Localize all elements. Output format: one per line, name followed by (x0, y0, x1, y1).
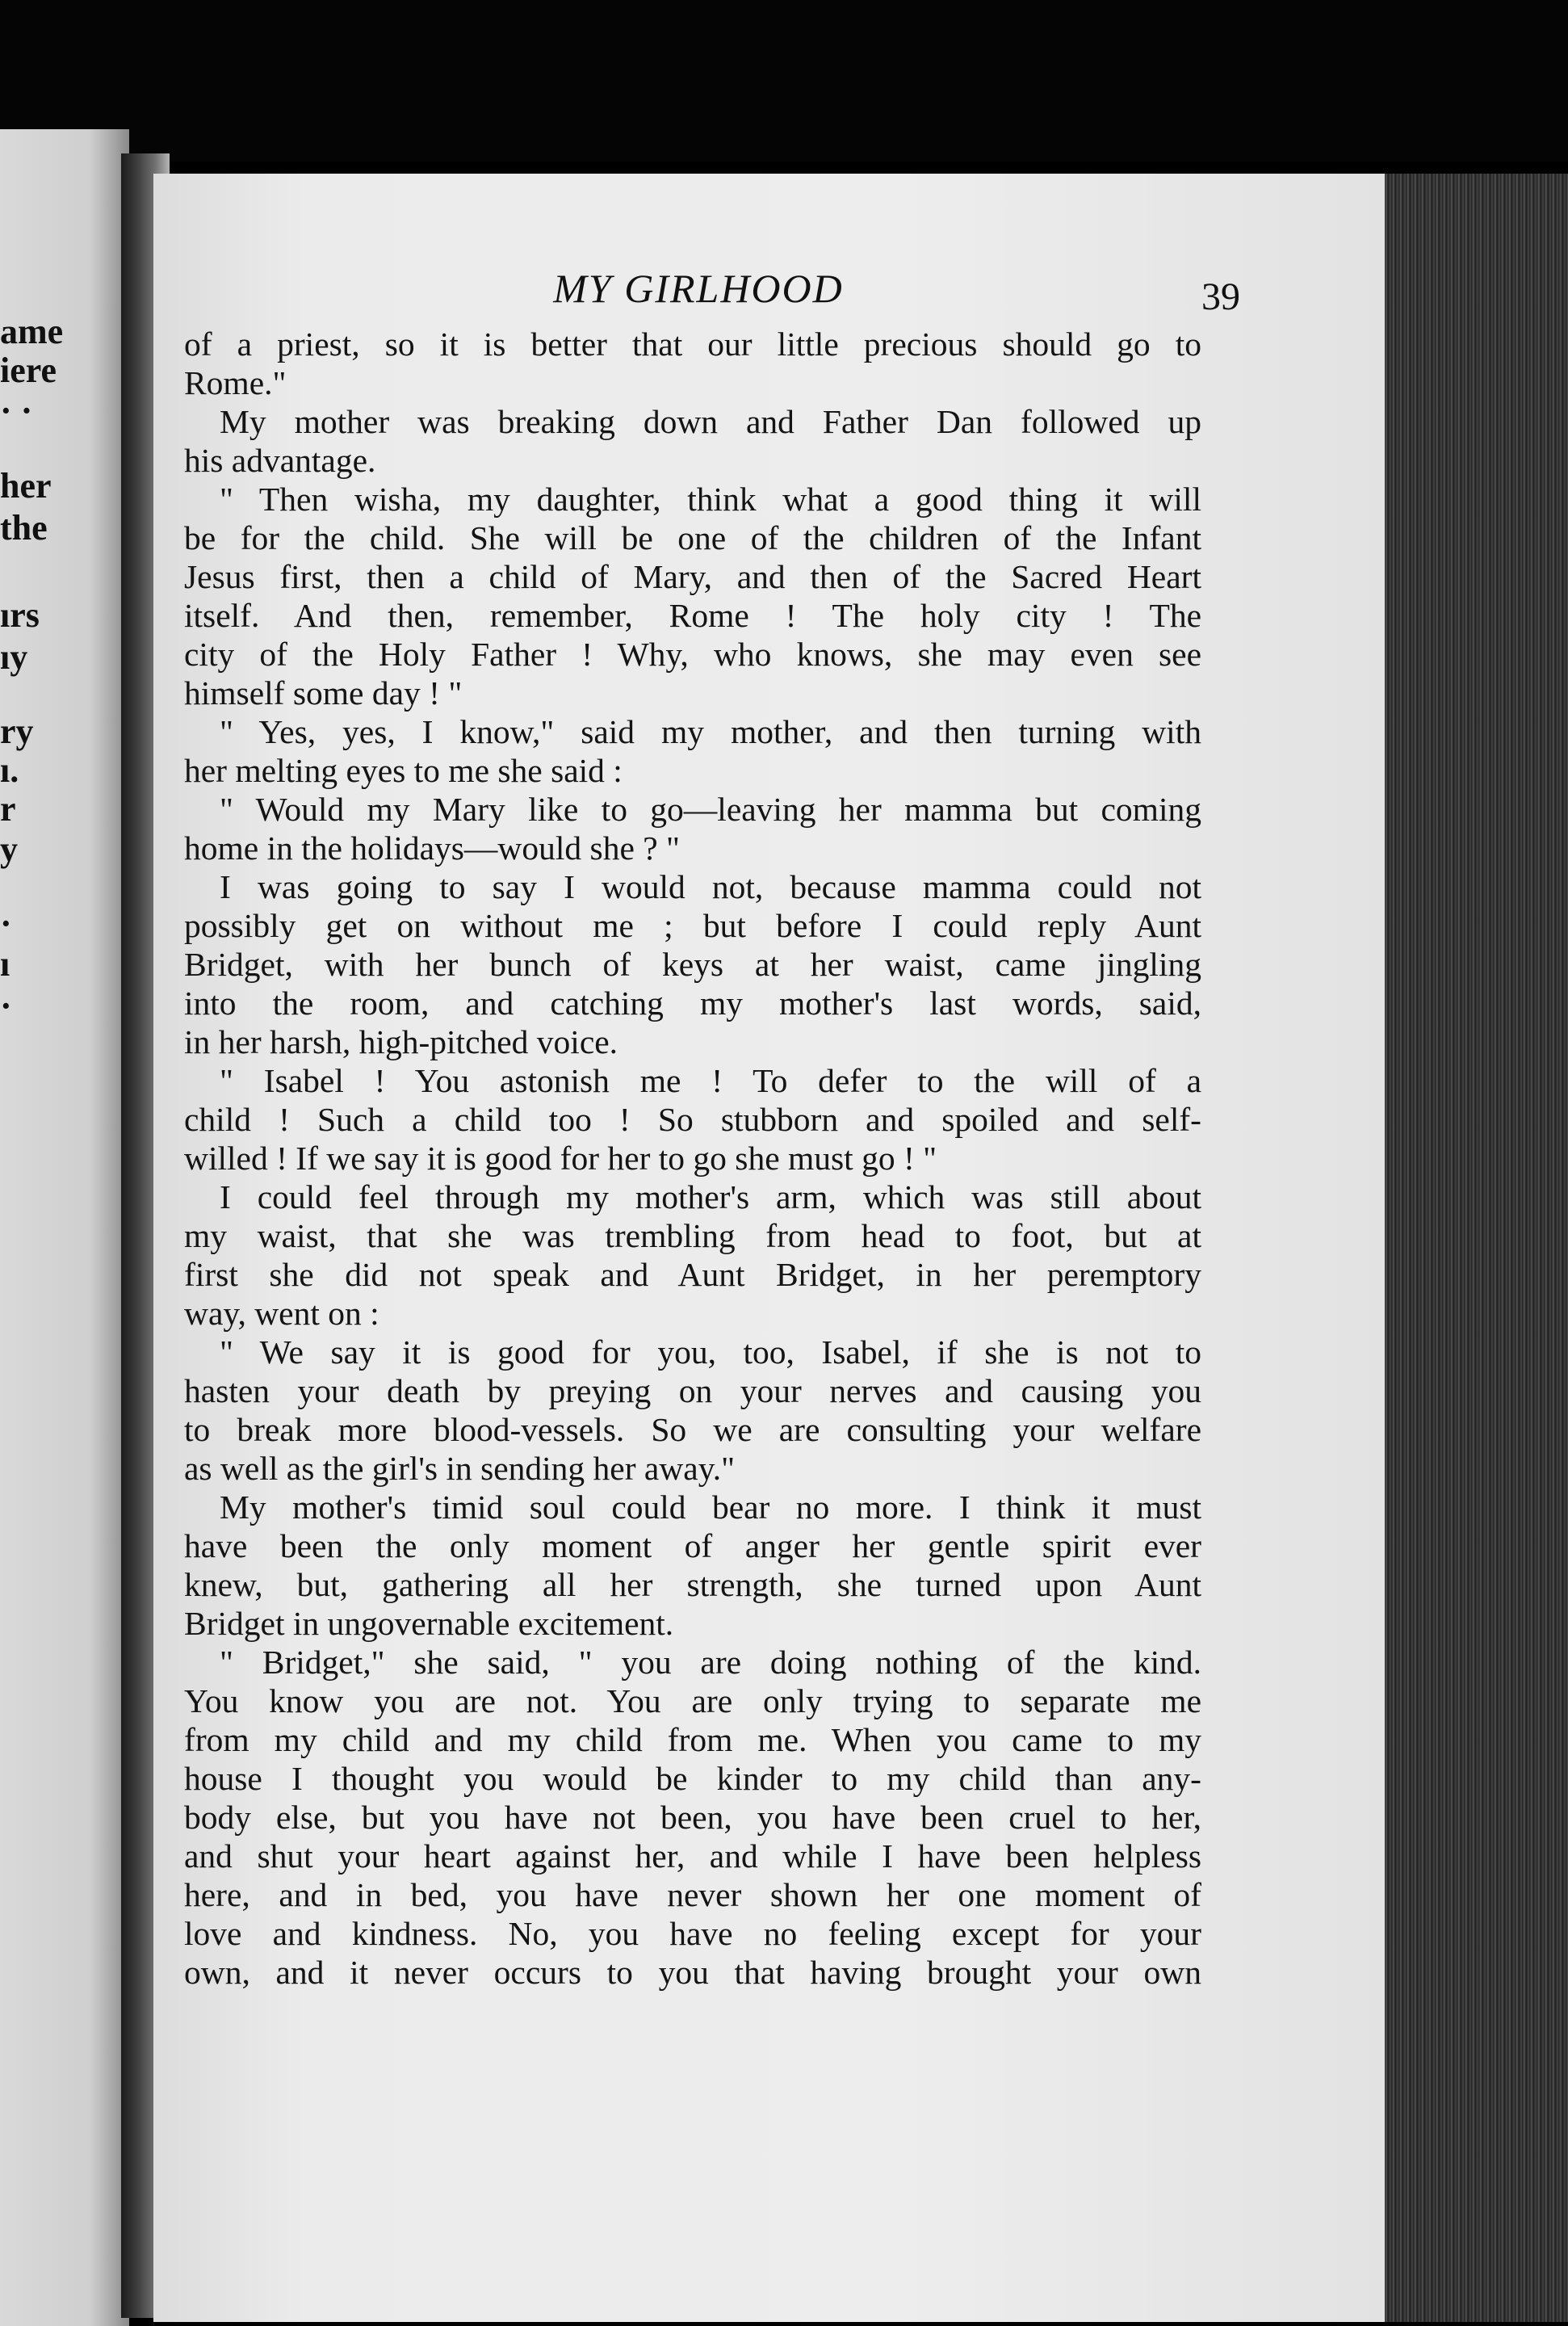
text-line: have been the only moment of anger her gentle spirit ever (184, 1527, 1201, 1564)
text-line: own, and it never occurs to you that having brought your own (184, 1954, 1201, 1991)
facing-page-fragment: the (0, 508, 48, 548)
text-line: as well as the girl's in sending her away." (184, 1450, 736, 1487)
text-line: city of the Holy Father ! Why, who knows, she may even see (184, 636, 1201, 673)
text-line: of a priest, so it is better that our little precious should go to (184, 325, 1201, 363)
text-line: " Isabel ! You astonish me ! To defer to the will of a (220, 1062, 1201, 1099)
facing-page-fragment: · (0, 986, 12, 1026)
text-line: way, went on : (184, 1295, 379, 1332)
facing-page-fragment: iere (0, 351, 57, 390)
text-line: Rome." (184, 364, 287, 401)
text-line: hasten your death by preying on your nerves and causing you (184, 1372, 1201, 1409)
facing-page-fragment: ry (0, 712, 34, 751)
text-line: and shut your heart against her, and while I have been helpless (184, 1837, 1201, 1875)
text-line: be for the child. She will be one of the children of the Infant (184, 519, 1201, 556)
text-line: in her harsh, high-pitched voice. (184, 1023, 618, 1060)
facing-page-fragment: ıy (0, 637, 28, 677)
text-line: My mother's timid soul could bear no more. I think it must (220, 1488, 1201, 1526)
text-line: Bridget in ungovernable excitement. (184, 1605, 674, 1642)
text-line: into the room, and catching my mother's last words, said, (184, 985, 1201, 1022)
text-line: Bridget, with her bunch of keys at her waist, came jingling (184, 946, 1201, 983)
text-line: body else, but you have not been, you have been cruel to her, (184, 1799, 1201, 1836)
text-line: I was going to say I would not, because mamma could not (220, 868, 1201, 905)
facing-page-fragment: · · (0, 391, 33, 430)
text-line: love and kindness. No, you have no feeling except for your (184, 1915, 1201, 1952)
text-line: possibly get on without me ; but before I could reply Aunt (184, 907, 1201, 944)
facing-page-fragment: her (0, 466, 52, 506)
text-line: " We say it is good for you, too, Isabel, if she is not to (220, 1333, 1201, 1371)
text-line: home in the holidays—would she ? " (184, 829, 680, 867)
scan-background (0, 0, 1568, 162)
text-line: to break more blood-vessels. So we are consulting your welfare (184, 1411, 1201, 1448)
facing-page-fragment: ame (0, 312, 64, 351)
page-body (184, 325, 1201, 2005)
text-line: My mother was breaking down and Father Dan followed up (220, 403, 1201, 440)
facing-page-fragment: y (0, 829, 18, 869)
text-line: " Would my Mary like to go—leaving her mamma but coming (220, 791, 1201, 828)
page-edges (1385, 174, 1568, 2322)
facing-page-fragment: r (0, 789, 16, 829)
text-line: her melting eyes to me she said : (184, 752, 623, 789)
text-line: " Bridget," she said, " you are doing nothing of the kind. (220, 1644, 1201, 1681)
text-line: from my child and my child from me. When you came to my (184, 1721, 1201, 1758)
facing-page-fragment: ırs (0, 595, 40, 635)
text-line: his advantage. (184, 442, 376, 479)
text-line: willed ! If we say it is good for her to go she must go ! " (184, 1140, 937, 1177)
text-line: " Yes, yes, I know," said my mother, and then turning with (220, 713, 1201, 750)
text-line: child ! Such a child too ! So stubborn and spoiled and self- (184, 1101, 1201, 1138)
text-line: my waist, that she was trembling from head to foot, but at (184, 1217, 1201, 1254)
facing-page-fragment: · (0, 904, 12, 943)
text-line: knew, but, gathering all her strength, she turned upon Aunt (184, 1566, 1201, 1603)
facing-page-edge (0, 129, 129, 2326)
text-line: You know you are not. You are only trying to separate me (184, 1682, 1201, 1719)
text-line: I could feel through my mother's arm, which was still about (220, 1178, 1201, 1215)
text-line: here, and in bed, you have never shown her one moment of (184, 1876, 1201, 1913)
facing-page-fragment: ı. (0, 750, 19, 790)
text-line: itself. And then, remember, Rome ! The holy city ! The (184, 597, 1201, 634)
page-number: 39 (1201, 275, 1240, 318)
facing-page-fragment: ı (0, 944, 10, 984)
running-title: MY GIRLHOOD (553, 266, 844, 311)
text-line: himself some day ! " (184, 674, 463, 712)
text-line: " Then wisha, my daughter, think what a good thing it will (220, 481, 1201, 518)
text-line: Jesus first, then a child of Mary, and then of the Sacred Heart (184, 558, 1201, 595)
text-line: house I thought you would be kinder to my child than any- (184, 1760, 1201, 1797)
text-line: first she did not speak and Aunt Bridget, in her peremptory (184, 1256, 1201, 1293)
